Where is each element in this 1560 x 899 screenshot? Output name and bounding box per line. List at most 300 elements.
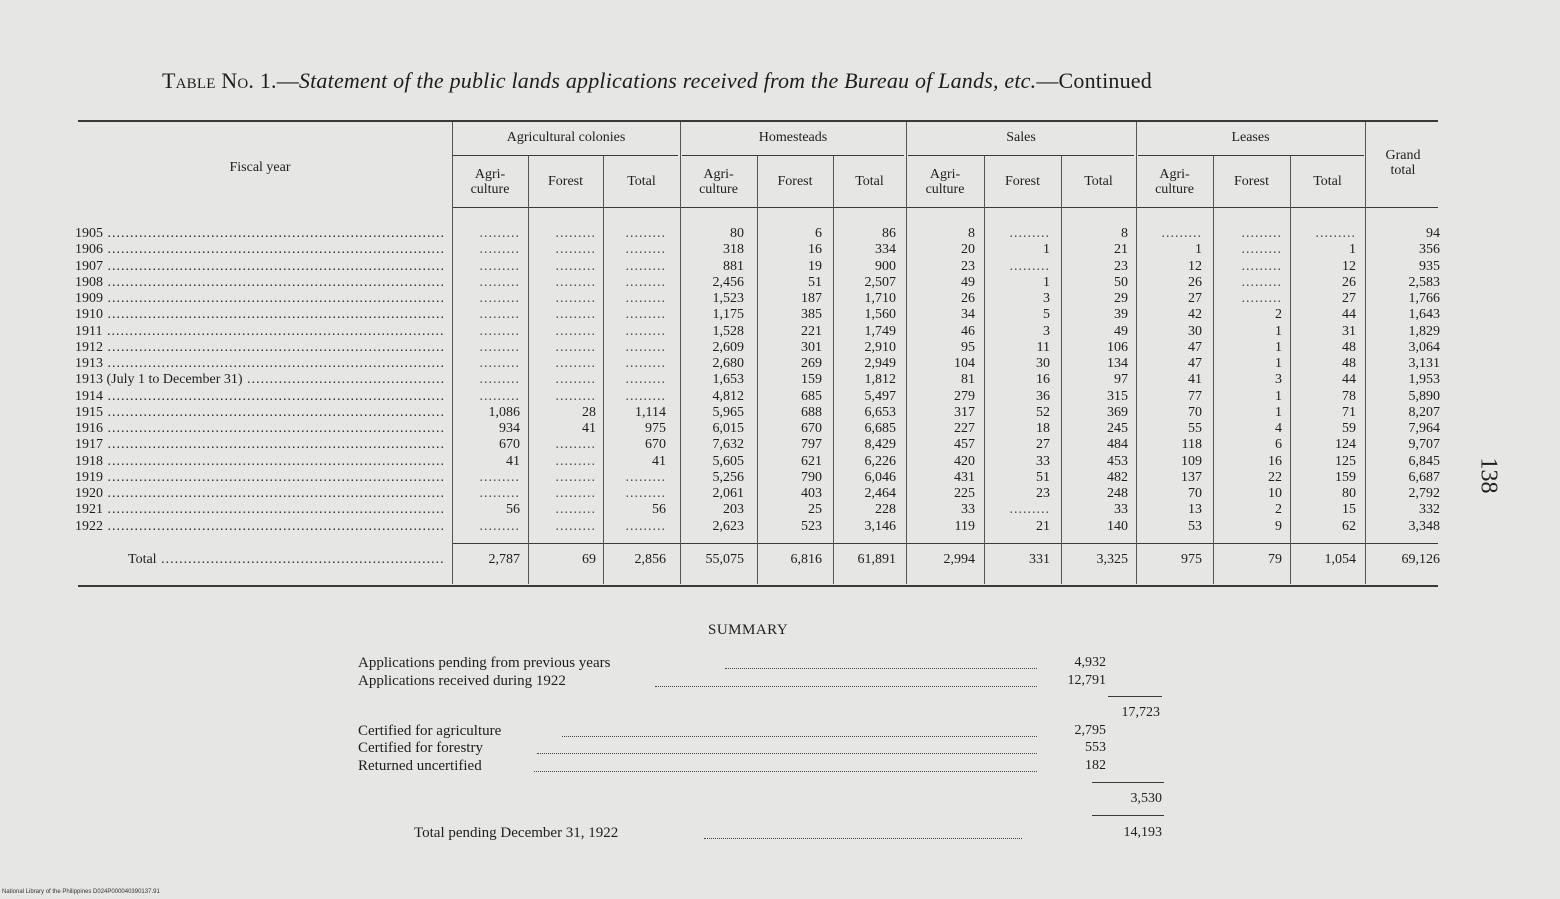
fiscal-year-label: 1918 .....	[75, 454, 445, 470]
table-cell: 124	[1335, 437, 1356, 453]
table-cell: .........	[479, 339, 520, 355]
table-cell: 1,523	[712, 291, 744, 306]
table-cell: .........	[555, 323, 596, 339]
table-cell: 621	[801, 453, 822, 469]
table-cell: 28	[582, 404, 596, 420]
column-le-agri	[1140, 226, 1202, 535]
table-cell: .........	[555, 372, 596, 388]
table-cell: 1	[1275, 356, 1282, 371]
table-cell: 6,687	[1408, 469, 1440, 485]
fiscal-year-label: 1913 (July 1 to December 31) .....	[75, 372, 445, 388]
table-cell: 16	[1036, 372, 1050, 388]
table-cell: 34	[961, 307, 975, 323]
table-cell: 30	[1188, 323, 1202, 339]
table-cell: 934	[499, 421, 520, 436]
table-cell: 16	[808, 242, 822, 258]
table-cell: 670	[645, 437, 666, 453]
table-cell: 8	[1121, 226, 1128, 241]
total-ac-agri: 2,787	[488, 552, 520, 567]
col-divider	[1290, 156, 1291, 584]
table-cell: .........	[625, 226, 666, 241]
table-cell: 19	[808, 258, 822, 274]
table-cell: 1	[1275, 323, 1282, 339]
table-cell: 2,680	[712, 356, 744, 371]
table-cell: .........	[555, 486, 596, 501]
table-cell: .........	[625, 307, 666, 323]
total-hs-forest: 6,816	[790, 552, 822, 567]
table-cell: 27	[1188, 291, 1202, 306]
group-rule-4	[1138, 155, 1364, 156]
table-cell: 36	[1036, 388, 1050, 404]
table-cell: 227	[954, 421, 975, 436]
table-cell: 1	[1275, 388, 1282, 404]
table-cell: 3	[1275, 372, 1282, 388]
fiscal-year-list	[75, 226, 445, 535]
table-title	[162, 68, 1392, 94]
table-cell: .........	[625, 291, 666, 306]
table-cell: 688	[801, 404, 822, 420]
table-cell: 881	[723, 258, 744, 274]
total-hs-total: 61,891	[857, 552, 896, 567]
fiscal-year-label: 1911 .....	[75, 324, 445, 340]
col-divider	[757, 156, 758, 584]
table-cell: 317	[954, 404, 975, 420]
table-cell: 9,707	[1408, 437, 1440, 453]
column-le-forest	[1217, 226, 1282, 535]
table-cell: 104	[954, 356, 975, 371]
table-cell: 47	[1188, 356, 1202, 371]
summary-leader	[704, 838, 1022, 839]
total-hs-agri: 55,075	[705, 552, 744, 567]
table-cell: .........	[479, 469, 520, 485]
table-cell: 42	[1188, 307, 1202, 323]
table-cell: 1,560	[864, 307, 896, 323]
table-cell: 70	[1188, 486, 1202, 501]
table-cell: 8,207	[1408, 404, 1440, 420]
table-cell: 59	[1342, 421, 1356, 436]
summary-leader	[537, 753, 1037, 754]
table-cell: 332	[1419, 502, 1440, 518]
table-cell: .........	[555, 356, 596, 371]
summary-total: 14,193	[1123, 825, 1162, 840]
fiscal-year-label: 1915 .....	[75, 405, 445, 421]
table-cell: 41	[506, 453, 520, 469]
table-cell: 6	[1275, 437, 1282, 453]
table-cell: .........	[1241, 291, 1282, 306]
table-cell: 2	[1275, 307, 1282, 323]
table-cell: 49	[1114, 323, 1128, 339]
fiscal-year-label: 1907 .....	[75, 259, 445, 275]
table-cell: 1,829	[1408, 323, 1440, 339]
summary-leader	[655, 686, 1037, 687]
total-le-agri: 975	[1181, 552, 1202, 567]
table-cell: 5,965	[712, 404, 744, 420]
table-cell: .........	[479, 226, 520, 241]
summary-rule	[1108, 696, 1162, 697]
table-cell: 2,583	[1408, 274, 1440, 290]
table-cell: 159	[1335, 469, 1356, 485]
footer-credit: National Library of the Philippines D024P000040390137.91	[2, 889, 160, 895]
table-cell: 228	[875, 502, 896, 518]
table-cell: 6,046	[864, 469, 896, 485]
table-cell: 6,015	[712, 421, 744, 436]
table-cell: 2,949	[864, 356, 896, 371]
title-italic: Statement of the public lands applications received from the Bureau of Lands, etc.	[298, 68, 1037, 93]
table-cell: 385	[801, 307, 822, 323]
table-cell: 279	[954, 388, 975, 404]
table-cell: 86	[882, 226, 896, 241]
table-cell: 2,464	[864, 486, 896, 501]
top-rule	[78, 120, 1438, 122]
title-prefix: Table No. 1.—	[162, 68, 299, 93]
table-cell: 80	[1342, 486, 1356, 501]
total-le-forest: 79	[1268, 552, 1282, 567]
table-cell: .........	[479, 486, 520, 501]
subheader-ac-forest: Forest	[548, 174, 583, 189]
table-cell: 900	[875, 258, 896, 274]
column-ac-agri	[456, 226, 520, 535]
column-sa-agri	[910, 226, 975, 535]
table-cell: 10	[1268, 486, 1282, 501]
table-cell: .........	[555, 258, 596, 274]
table-cell: 431	[954, 469, 975, 485]
header-grand-total: Grand total	[1385, 148, 1421, 178]
table-cell: 6,685	[864, 421, 896, 436]
table-cell: 119	[954, 518, 975, 534]
table-cell: 369	[1107, 404, 1128, 420]
table-cell: 33	[961, 502, 975, 518]
table-cell: .........	[479, 274, 520, 290]
table-cell: 118	[1181, 437, 1202, 453]
table-cell: .........	[479, 307, 520, 323]
table-cell: 15	[1342, 502, 1356, 518]
table-cell: 26	[961, 291, 975, 306]
table-cell: .........	[479, 372, 520, 388]
group-rule-1	[452, 155, 678, 156]
table-cell: 8	[968, 226, 975, 241]
table-cell: 46	[961, 323, 975, 339]
table-cell: .........	[555, 339, 596, 355]
group-rule-3	[908, 155, 1134, 156]
table-cell: 53	[1188, 518, 1202, 534]
total-le-total: 1,054	[1324, 552, 1356, 567]
table-cell: 29	[1114, 291, 1128, 306]
table-cell: 106	[1107, 339, 1128, 355]
fiscal-year-label: 1908 .....	[75, 275, 445, 291]
table-cell: 1	[1195, 242, 1202, 258]
table-cell: 315	[1107, 388, 1128, 404]
table-cell: 50	[1114, 274, 1128, 290]
table-cell: 33	[1036, 453, 1050, 469]
summary-leader	[562, 736, 1037, 737]
subheader-hs-agri: Agri- culture	[699, 167, 738, 197]
total-sa-total: 3,325	[1096, 552, 1128, 567]
table-cell: .........	[555, 291, 596, 306]
table-cell: 26	[1342, 274, 1356, 290]
table-cell: 51	[808, 274, 822, 290]
table-cell: 1	[1349, 242, 1356, 258]
table-cell: 27	[1036, 437, 1050, 453]
table-cell: 4	[1275, 421, 1282, 436]
table-cell: .........	[555, 388, 596, 404]
table-cell: 3,131	[1408, 356, 1440, 371]
table-cell: 2,456	[712, 274, 744, 290]
table-cell: 44	[1342, 307, 1356, 323]
table-cell: 48	[1342, 356, 1356, 371]
table-cell: 3,064	[1408, 339, 1440, 355]
table-cell: 18	[1036, 421, 1050, 436]
table-cell: .........	[479, 323, 520, 339]
fiscal-year-label: 1906 .....	[75, 242, 445, 258]
col-divider	[1061, 156, 1062, 584]
summary-subtotal-1: 17,723	[1121, 705, 1160, 720]
subheader-sa-forest: Forest	[1005, 174, 1040, 189]
summary-agri: 2,795	[1074, 723, 1106, 738]
table-cell: 23	[1036, 486, 1050, 501]
table-cell: 670	[499, 437, 520, 453]
fiscal-year-label: 1913 .....	[75, 356, 445, 372]
table-cell: 8,429	[864, 437, 896, 453]
table-cell: 12	[1188, 258, 1202, 274]
subheader-sa-total: Total	[1084, 174, 1113, 189]
fiscal-year-label: 1919 .....	[75, 470, 445, 486]
header-group: Leases	[1231, 130, 1270, 145]
table-cell: 797	[801, 437, 822, 453]
table-cell: 975	[645, 421, 666, 436]
table-cell: 44	[1342, 372, 1356, 388]
column-hs-agri	[684, 226, 744, 535]
table-cell: 3	[1043, 291, 1050, 306]
table-cell: 1,086	[488, 404, 520, 420]
table-cell: .........	[479, 388, 520, 404]
header-fiscal-year: Fiscal year	[229, 160, 291, 175]
table-cell: 62	[1342, 518, 1356, 534]
summary-received: 12,791	[1067, 673, 1106, 688]
table-cell: .........	[479, 518, 520, 534]
table-cell: 1	[1043, 242, 1050, 258]
table-cell: .........	[1315, 226, 1356, 241]
table-cell: 6	[815, 226, 822, 241]
fiscal-year-label: 1917 .....	[75, 437, 445, 453]
table-cell: 55	[1188, 421, 1202, 436]
table-cell: 94	[1426, 226, 1440, 241]
table-cell: .........	[625, 518, 666, 534]
summary-received-label: Applications received during 1922	[358, 673, 566, 689]
table-cell: .........	[479, 242, 520, 258]
table-cell: .........	[555, 226, 596, 241]
table-cell: 71	[1342, 404, 1356, 420]
table-cell: 159	[801, 372, 822, 388]
fiscal-year-label: 1922 .....	[75, 519, 445, 535]
table-cell: 27	[1342, 291, 1356, 306]
table-cell: 5,497	[864, 388, 896, 404]
table-cell: .........	[625, 323, 666, 339]
table-cell: 1	[1275, 339, 1282, 355]
column-sa-total	[1065, 226, 1128, 535]
table-cell: 95	[961, 339, 975, 355]
subheader-le-forest: Forest	[1234, 174, 1269, 189]
header-group: Homesteads	[758, 130, 828, 145]
table-cell: 3	[1043, 323, 1050, 339]
table-cell: 1,643	[1408, 307, 1440, 323]
total-label: Total .....	[128, 552, 443, 568]
table-cell: 20	[961, 242, 975, 258]
table-cell: 1,812	[864, 372, 896, 388]
table-cell: .........	[555, 469, 596, 485]
summary-pending-prev: 4,932	[1074, 655, 1106, 670]
summary-returned-label: Returned uncertified	[358, 758, 482, 774]
table-cell: 3,348	[1408, 518, 1440, 534]
table-cell: 97	[1114, 372, 1128, 388]
table-cell: 2,061	[712, 486, 744, 501]
table-cell: 9	[1275, 518, 1282, 534]
column-grand-total	[1369, 226, 1440, 535]
table-cell: 56	[506, 502, 520, 518]
table-cell: 6,226	[864, 453, 896, 469]
table-cell: 21	[1036, 518, 1050, 534]
page-number: 138	[1475, 457, 1502, 494]
subheader-hs-forest: Forest	[777, 174, 813, 189]
header-group: Agricultural colonies	[506, 130, 626, 145]
total-sa-forest: 331	[1029, 552, 1050, 567]
table-cell: .........	[625, 258, 666, 274]
table-cell: 457	[954, 437, 975, 453]
table-cell: 1	[1043, 274, 1050, 290]
table-cell: .........	[555, 274, 596, 290]
table-cell: 23	[1114, 258, 1128, 274]
table-cell: 33	[1114, 502, 1128, 518]
table-cell: .........	[625, 274, 666, 290]
table-cell: 23	[961, 258, 975, 274]
table-cell: .........	[1009, 258, 1050, 274]
table-cell: 1,710	[864, 291, 896, 306]
table-cell: 356	[1419, 242, 1440, 258]
fiscal-year-label: 1910 .....	[75, 307, 445, 323]
col-divider	[1365, 122, 1366, 584]
summary-forest-label: Certified for forestry	[358, 740, 483, 756]
table-cell: 41	[1188, 372, 1202, 388]
summary-returned: 182	[1085, 758, 1106, 773]
fiscal-year-label: 1912 .....	[75, 340, 445, 356]
fiscal-year-label: 1920 .....	[75, 486, 445, 502]
subheader-ac-total: Total	[627, 174, 656, 189]
table-cell: 269	[801, 356, 822, 371]
fiscal-year-label: 1914 .....	[75, 389, 445, 405]
col-divider	[528, 156, 529, 584]
table-cell: .........	[625, 356, 666, 371]
table-cell: 5,605	[712, 453, 744, 469]
table-cell: 140	[1107, 518, 1128, 534]
table-cell: .........	[555, 518, 596, 534]
table-cell: 790	[801, 469, 822, 485]
table-cell: 1	[1275, 404, 1282, 420]
table-cell: 134	[1107, 356, 1128, 371]
table-cell: 1,749	[864, 323, 896, 339]
table-cell: 482	[1107, 469, 1128, 485]
summary-total-label: Total pending December 31, 1922	[414, 825, 619, 841]
table-cell: 52	[1036, 404, 1050, 420]
col-divider	[984, 156, 985, 584]
table-cell: 5	[1043, 307, 1050, 323]
summary-subtotal-2: 3,530	[1130, 791, 1162, 806]
table-cell: 25	[808, 502, 822, 518]
table-cell: 484	[1107, 437, 1128, 453]
table-cell: 523	[801, 518, 822, 534]
table-cell: 11	[1036, 339, 1050, 355]
table-cell: 80	[730, 226, 744, 241]
table-cell: .........	[555, 453, 596, 469]
summary-rule	[1092, 815, 1164, 816]
table-cell: 125	[1335, 453, 1356, 469]
table-cell: .........	[555, 437, 596, 453]
column-ac-total	[607, 226, 666, 535]
table-cell: 1,953	[1408, 372, 1440, 388]
table-cell: 41	[582, 421, 596, 436]
table-cell: 39	[1114, 307, 1128, 323]
total-sa-agri: 2,994	[943, 552, 975, 567]
summary-forest: 553	[1085, 740, 1106, 755]
fiscal-year-label: 1909 .....	[75, 291, 445, 307]
column-sa-forest	[988, 226, 1050, 535]
table-cell: .........	[1009, 226, 1050, 241]
table-cell: 47	[1188, 339, 1202, 355]
table-cell: 21	[1114, 242, 1128, 258]
table-cell: 22	[1268, 469, 1282, 485]
table-cell: 203	[723, 502, 744, 518]
summary-title: SUMMARY	[708, 622, 789, 638]
table-cell: 2,910	[864, 339, 896, 355]
subheader-ac-agri: Agri- culture	[470, 167, 510, 197]
table-cell: 2	[1275, 502, 1282, 518]
table-cell: 670	[801, 421, 822, 436]
table-cell: 1,766	[1408, 291, 1440, 306]
table-cell: .........	[1241, 258, 1282, 274]
table-cell: 1,175	[712, 307, 744, 323]
table-cell: 187	[801, 291, 822, 306]
subheader-le-total: Total	[1313, 174, 1342, 189]
table-cell: .........	[555, 242, 596, 258]
table-cell: 78	[1342, 388, 1356, 404]
table-cell: 7,964	[1408, 421, 1440, 436]
table-cell: 2,792	[1408, 486, 1440, 501]
table-cell: .........	[625, 469, 666, 485]
table-cell: 81	[961, 372, 975, 388]
table-cell: 420	[954, 453, 975, 469]
subheader-hs-total: Total	[855, 174, 884, 189]
summary-leader	[534, 771, 1037, 772]
table-cell: .........	[625, 242, 666, 258]
table-cell: 225	[954, 486, 975, 501]
table-cell: .........	[479, 291, 520, 306]
table-cell: 7,632	[712, 437, 744, 453]
group-rule-2	[682, 155, 904, 156]
table-cell: 1,528	[712, 323, 744, 339]
table-cell: 245	[1107, 421, 1128, 436]
summary-pending-prev-label: Applications pending from previous years	[358, 655, 611, 671]
table-cell: 2,623	[712, 518, 744, 534]
title-suffix: —Continued	[1036, 68, 1152, 93]
table-cell: 403	[801, 486, 822, 501]
bottom-rule	[78, 585, 1438, 587]
table-cell: 41	[652, 453, 666, 469]
table-cell: .........	[625, 486, 666, 501]
table-cell: 935	[1419, 258, 1440, 274]
table-cell: 5,890	[1408, 388, 1440, 404]
column-le-total	[1294, 226, 1356, 535]
table-cell: 56	[652, 502, 666, 518]
table-cell: 301	[801, 339, 822, 355]
subheader-le-agri: Agri- culture	[1155, 167, 1194, 197]
